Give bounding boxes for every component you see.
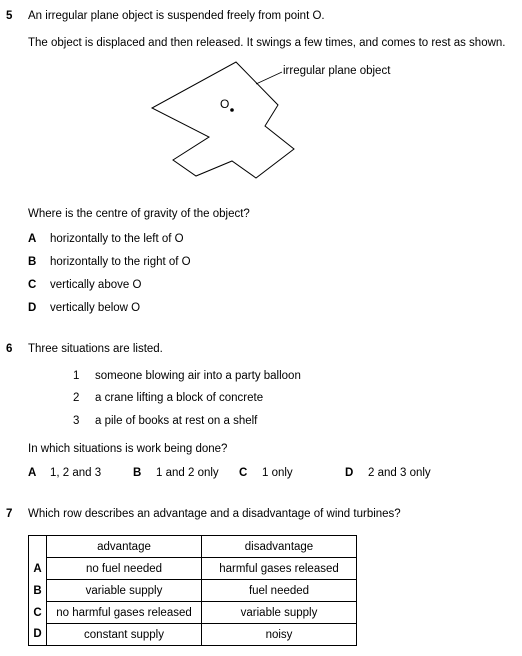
- q5-option-c-text: vertically above O: [50, 279, 142, 291]
- row-a-advantage: no fuel needed: [47, 558, 202, 580]
- row-b-disadvantage: fuel needed: [202, 580, 357, 602]
- q5-option-b-text: horizontally to the right of O: [50, 256, 191, 268]
- situation-1-text: someone blowing air into a party balloon: [95, 370, 301, 382]
- table-row: [29, 602, 357, 624]
- header-advantage: advantage: [47, 536, 202, 558]
- q6-option-a-text: 1, 2 and 3: [50, 467, 102, 479]
- q6-option-b-text: 1 and 2 only: [156, 467, 219, 479]
- q5-option-a-text: horizontally to the left of O: [50, 233, 184, 245]
- row-c-disadvantage: variable supply: [202, 602, 357, 624]
- centre-of-gravity-dot: [230, 108, 234, 112]
- row-a-disadvantage: harmful gases released: [202, 558, 357, 580]
- q5-option-a-letter: A: [28, 233, 37, 245]
- q5-option-b-letter: B: [28, 256, 37, 268]
- situation-2-text: a crane lifting a block of concrete: [95, 392, 264, 404]
- question-5-line-1: An irregular plane object is suspended freely from point O.: [28, 10, 325, 22]
- row-d-advantage: constant supply: [47, 624, 202, 646]
- situation-1-number: 1: [73, 370, 80, 382]
- point-o-label: O: [220, 97, 230, 111]
- q6-option-d-text: 2 and 3 only: [368, 467, 431, 479]
- situation-3-number: 3: [73, 415, 80, 427]
- question-6-prompt: In which situations is work being done?: [28, 443, 228, 455]
- row-c-advantage: no harmful gases released: [47, 602, 202, 624]
- q6-option-c-letter: C: [239, 467, 248, 479]
- label-leader-line: [256, 72, 282, 84]
- row-b-advantage: variable supply: [47, 580, 202, 602]
- q6-option-d-letter: D: [345, 467, 354, 479]
- answer-table: [28, 535, 357, 646]
- header-disadvantage: disadvantage: [202, 536, 357, 558]
- situation-3-text: a pile of books at rest on a shelf: [95, 415, 258, 427]
- diagram-label: irregular plane object: [283, 65, 391, 77]
- question-6-intro: Three situations are listed.: [28, 343, 163, 355]
- table-row: [29, 580, 357, 602]
- row-d-letter: D: [29, 624, 47, 646]
- table-corner-cell: [29, 536, 47, 558]
- q5-option-c-letter: C: [28, 279, 37, 291]
- q5-option-d-letter: D: [28, 302, 37, 314]
- q6-option-b-letter: B: [133, 467, 142, 479]
- situation-2-number: 2: [73, 392, 80, 404]
- table-row: [29, 558, 357, 580]
- question-5-prompt: Where is the centre of gravity of the object?: [28, 208, 250, 220]
- irregular-plane-object-outline: [152, 62, 294, 178]
- row-d-disadvantage: noisy: [202, 624, 357, 646]
- row-b-letter: B: [29, 580, 47, 602]
- q6-option-c-text: 1 only: [262, 467, 293, 479]
- question-6-number: 6: [6, 343, 13, 355]
- question-7-number: 7: [6, 508, 13, 520]
- q5-option-d-text: vertically below O: [50, 302, 141, 314]
- q6-option-a-letter: A: [28, 467, 37, 479]
- irregular-object-diagram: [0, 0, 522, 210]
- table-row: [29, 624, 357, 646]
- question-5-line-2: The object is displaced and then released. It swings a few times, and comes to rest as shown.: [28, 37, 506, 49]
- question-5-number: 5: [6, 10, 13, 22]
- row-a-letter: A: [29, 558, 47, 580]
- question-7-prompt: Which row describes an advantage and a disadvantage of wind turbines?: [28, 508, 401, 520]
- table-header-row: [29, 536, 357, 558]
- row-c-letter: C: [29, 602, 47, 624]
